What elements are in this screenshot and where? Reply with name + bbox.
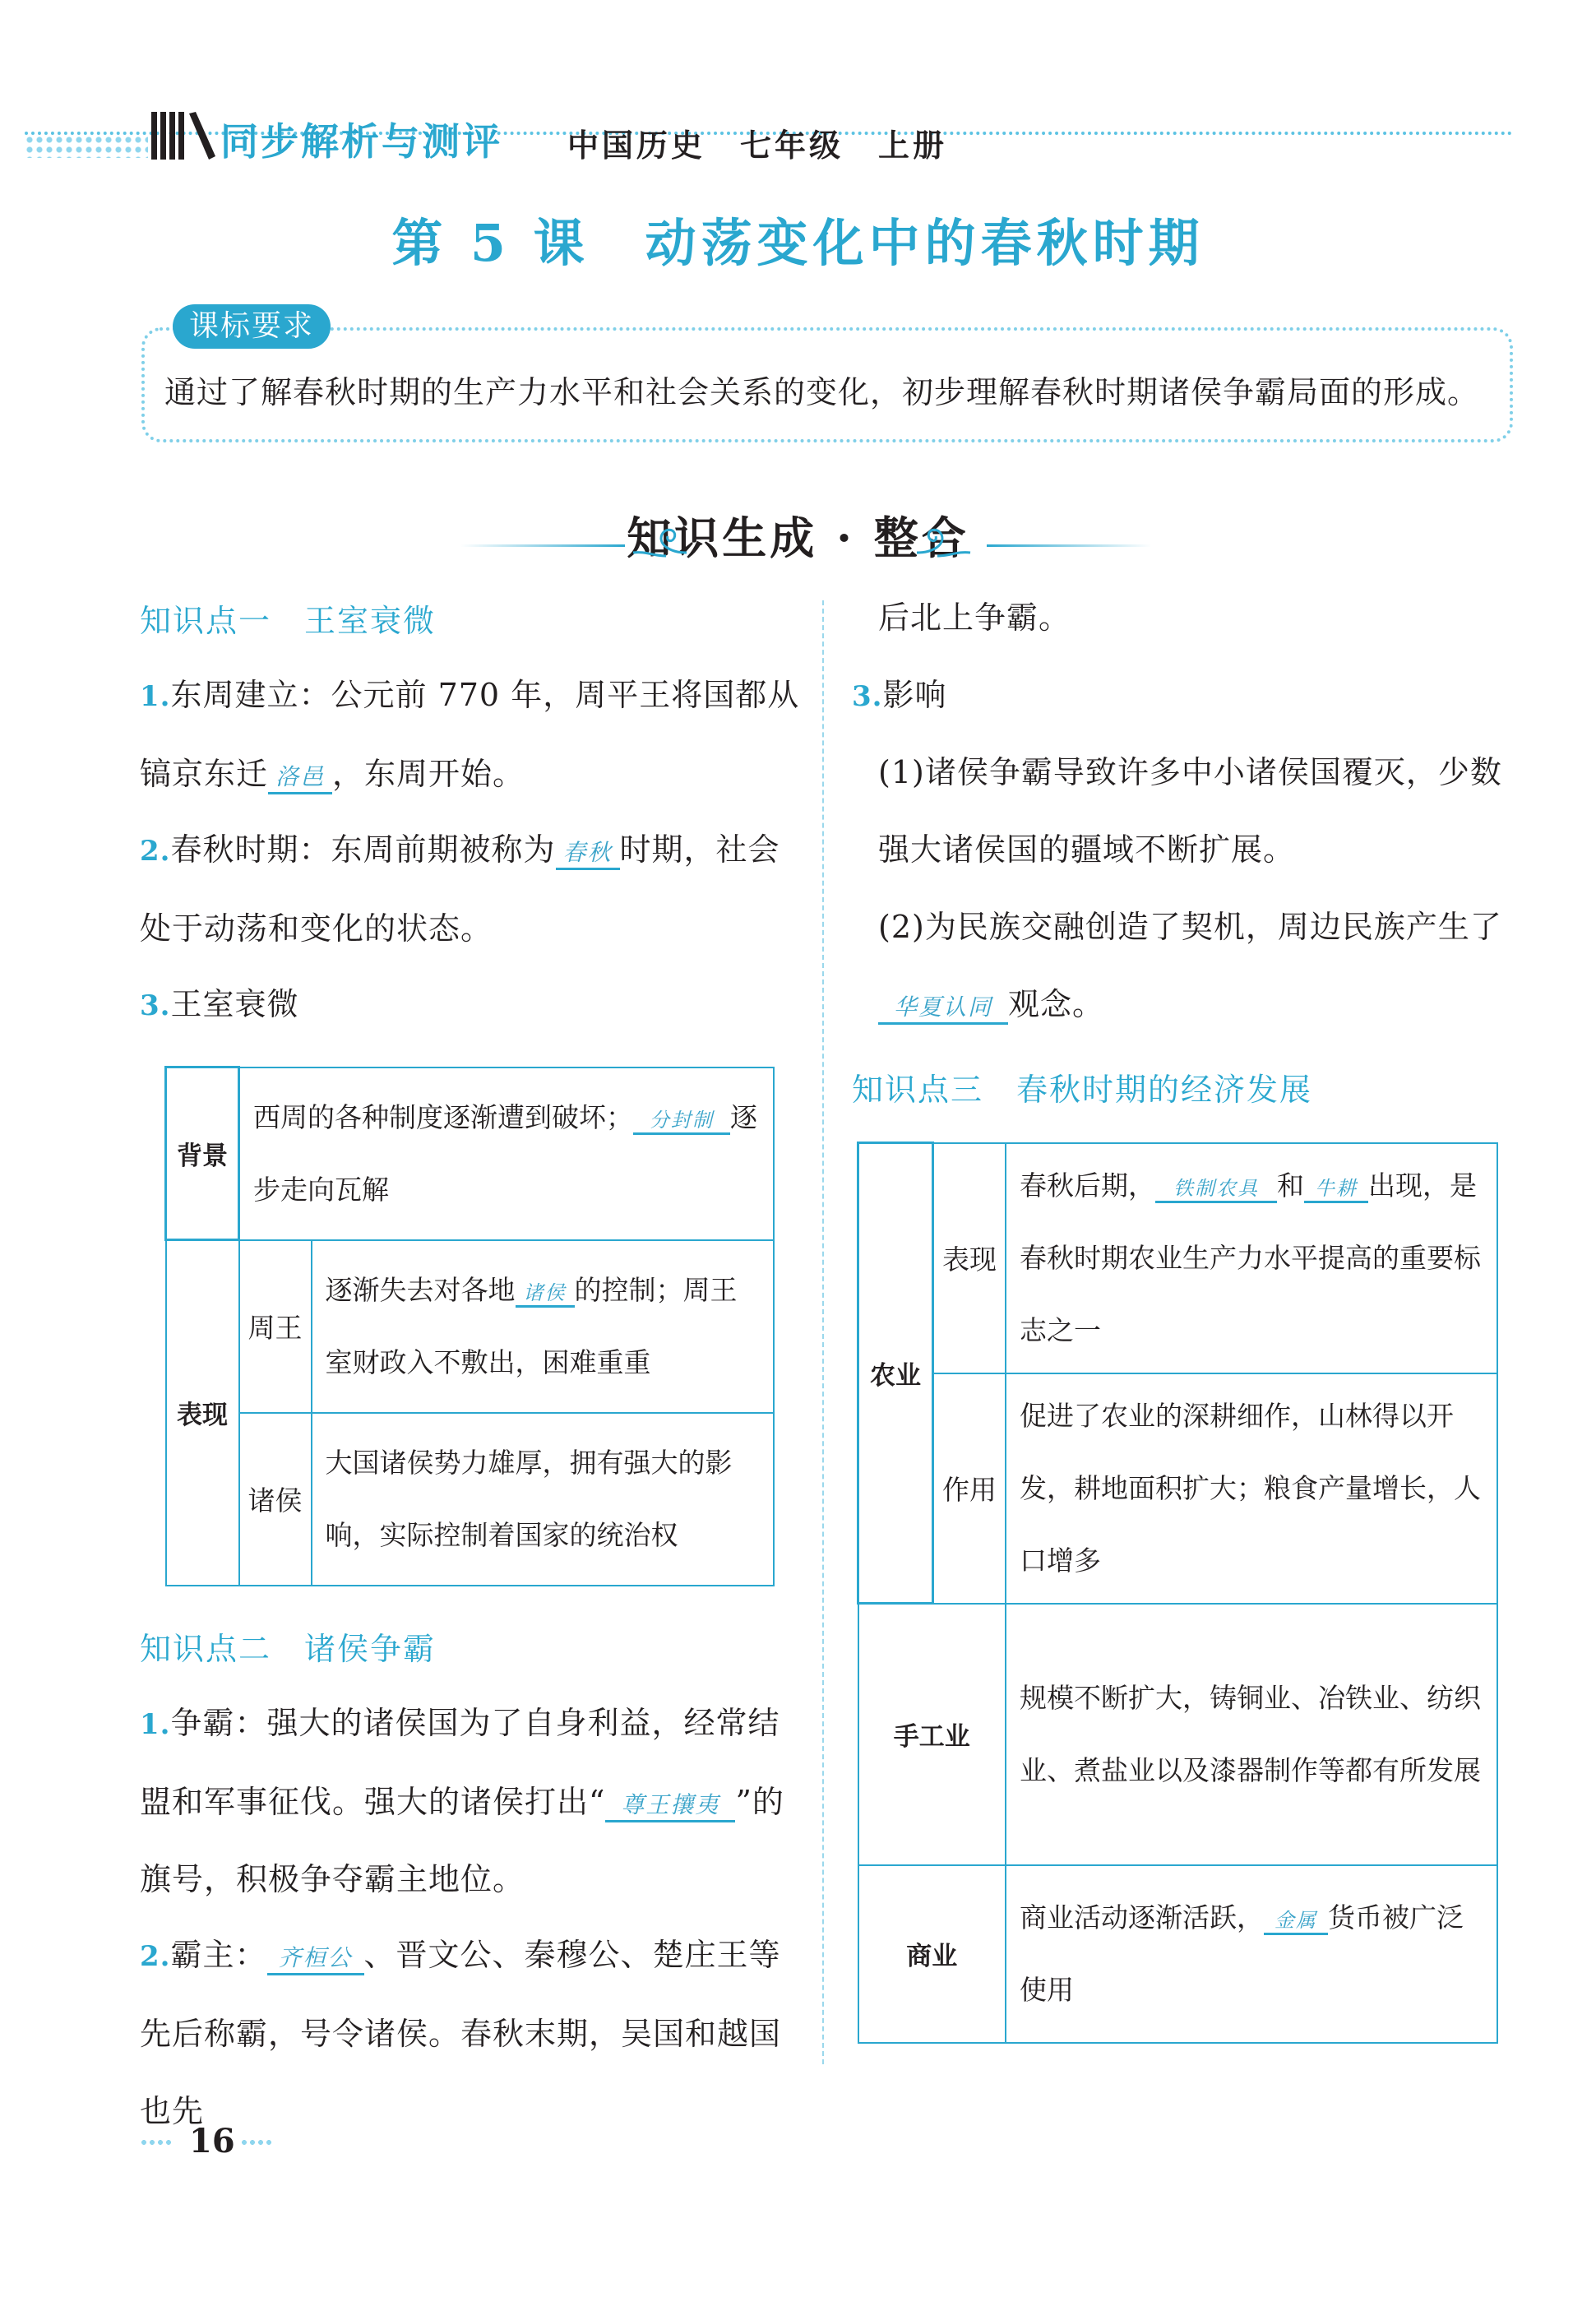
kp1-item-2-blank: 春秋 — [556, 833, 620, 870]
kp2-item-3-text: 影响 — [882, 677, 947, 713]
kp1-item-1-text: 东周建立：公元前 770 年，周平王将国都从镐京东迁 — [140, 677, 800, 792]
kp1-heading: 知识点一 王室衰微 — [140, 603, 437, 639]
kp3-table-perf-text: 春秋后期， 铁制农具 和 牛耕 出现，是春秋时期农业生产力水平提高的重要标志之一 — [1006, 1143, 1497, 1373]
kp1-item-3: 3.王室衰微 — [140, 986, 299, 1022]
kp3-table-comm-blank: 金属 — [1274, 1908, 1317, 1932]
kp1-table — [164, 1066, 775, 1586]
kp2-item-2-blank: 齐桓公 — [267, 1938, 364, 1975]
kp1-table-zh-label: 诸侯 — [239, 1413, 312, 1586]
kp1-item-3-text: 王室衰微 — [170, 986, 299, 1022]
kp3-table-agri-label: 农业 — [858, 1143, 933, 1604]
kp3-table-perf-label: 表现 — [933, 1143, 1006, 1373]
kp2-item-3: 3.影响 — [852, 677, 947, 713]
kp2-item-1-blank: 尊王攘夷 — [605, 1785, 735, 1822]
kp3-table-craft-label: 手工业 — [858, 1604, 1006, 1865]
kp1-item-1: 1.东周建立：公元前 770 年，周平王将国都从镐京东迁 洛邑 ，东周开始。 — [140, 656, 806, 813]
kp2-item-1: 1.争霸：强大的诸侯国为了自身利益，经常结盟和军事征伐。强大的诸侯打出“ 尊王攘夷 ”的旗号，积极争夺霸主地位。 — [140, 1705, 784, 1897]
right-swirl-icon — [913, 520, 978, 569]
kp2-item-2: 2.霸主： 齐桓公 、晋文公、秦穆公、楚庄王等先后称霸，号令诸侯。春秋末期，吴国和越国也先 — [140, 1937, 782, 2129]
kp3-table-perf-blank1: 铁制农具 — [1173, 1176, 1259, 1200]
kp2-item-3-p2: (2)为民族交融创造了契机，周边民族产生了华夏认同 观念。 — [878, 888, 1528, 1043]
left-swirl-icon — [625, 520, 691, 569]
kp3-table-eff-label: 作用 — [933, 1373, 1006, 1604]
kp3-table-comm-text: 商业活动逐渐活跃， 金属 货币被广泛使用 — [1006, 1865, 1497, 2043]
column-divider — [822, 600, 824, 2064]
page-number: 16 — [189, 2122, 235, 2160]
kp1-table-zh-text: 大国诸侯势力雄厚，拥有强大的影响，实际控制着国家的统治权 — [312, 1413, 775, 1586]
kp1-item-1-num: 1. — [140, 680, 171, 713]
requirement-text: 通过了解春秋时期的生产力水平和社会关系的变化，初步理解春秋时期诸侯争霸局面的形成。 — [164, 374, 1480, 410]
kp1-item-2-text: 春秋时期：东周前期被称为 — [170, 831, 556, 868]
kp3-table-perf-blank2: 牛耕 — [1315, 1176, 1358, 1200]
page-number-dots-left — [140, 2140, 173, 2145]
header-dot-pattern — [25, 135, 148, 158]
section-banner — [0, 503, 1596, 567]
kp2-item-2-continued: 后北上争霸。 — [878, 600, 1071, 636]
kp3-table — [857, 1142, 1498, 2044]
kp1-table-bg-blank: 分封制 — [650, 1108, 714, 1132]
kp3-table-eff-text: 促进了农业的深耕细作，山林得以开发，耕地面积扩大；粮食产量增长，人口增多 — [1006, 1373, 1497, 1604]
books-logo-icon — [148, 105, 222, 163]
section-banner-title: 知识生成 · 整合 — [627, 512, 969, 564]
kp1-table-zw-text: 逐渐失去对各地 诸侯 的控制；周王室财政入不敷出，困难重重 — [312, 1240, 775, 1413]
kp2-item-3-p1: (1)诸侯争霸导致许多中小诸侯国覆灭，少数强大诸侯国的疆域不断扩展。 — [878, 754, 1502, 868]
kp3-heading: 知识点三 春秋时期的经济发展 — [852, 1072, 1313, 1108]
kp2-item-1-text: 争霸：强大的诸侯国为了自身利益，经常结盟和军事征伐。强大的诸侯打出“ — [140, 1705, 780, 1820]
lesson-title: 第 5 课 动荡变化中的春秋时期 — [391, 213, 1205, 273]
kp3-table-craft-text: 规模不断扩大，铸铜业、冶铁业、纺织业、煮盐业以及漆器制作等都有所发展 — [1006, 1604, 1497, 1865]
kp1-table-bg-label: 背景 — [166, 1067, 239, 1240]
subject-label: 中国历史 七年级 上册 — [567, 127, 948, 164]
kp1-table-zw-label: 周王 — [239, 1240, 312, 1413]
requirement-tag: 课标要求 — [173, 304, 331, 349]
kp2-item-3-blank: 华夏认同 — [878, 988, 1008, 1025]
kp2-heading: 知识点二 诸侯争霸 — [140, 1631, 437, 1667]
kp1-table-bg-text: 西周的各种制度逐渐遭到破坏； 分封制 逐步走向瓦解 — [239, 1067, 775, 1240]
kp1-item-2: 2.春秋时期：东周前期被称为 春秋 时期，社会处于动荡和变化的状态。 — [140, 831, 780, 947]
kp1-table-bx-label: 表现 — [166, 1240, 239, 1586]
series-title: 同步解析与测评 — [220, 119, 502, 164]
kp1-item-1-blank: 洛邑 — [268, 757, 332, 794]
kp1-table-zw-blank: 诸侯 — [523, 1280, 567, 1304]
kp3-table-comm-label: 商业 — [858, 1865, 1006, 2043]
kp2-item-2-text: 霸主： — [170, 1937, 267, 1973]
page-number-dots-right — [240, 2140, 273, 2145]
